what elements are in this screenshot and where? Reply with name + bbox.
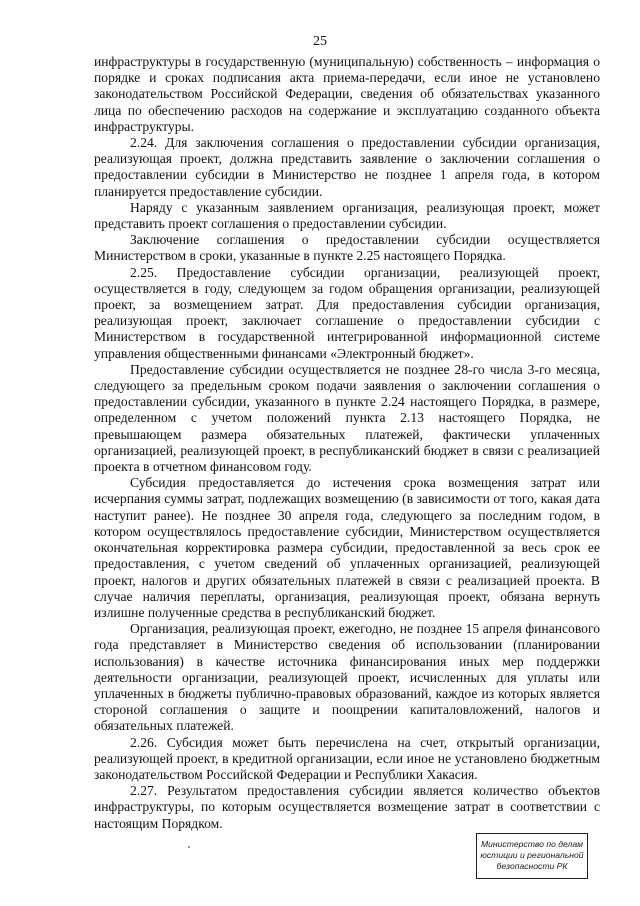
paragraph: 2.26. Субсидия может быть перечислена на счет, открытый организации, реализующей проект, в кредитной организации, если иное не установлено бюджетным законодательством Российской Федерации и Республики Хакасия.: [94, 734, 600, 782]
paragraph: Субсидия предоставляется до истечения срока возмещения затрат или исчерпания суммы затрат, подлежащих возмещению (в зависимости от того, какая дата наступит ранее). Не позднее 30 апреля года, следующего за последним годом, в котором осуществлялось предоставление субсидии, Министерством осуществляется окончательная корректировка размера субсидии, предоставленной за весь срок ее предоставления, с учетом сведений об уплаченных организацией, реализующей проект, налогов и других обязательных платежей в связи с реализацией проекта. В случае наличия переплаты, организация, реализующая проект, обязана вернуть излишне полученные средства в республиканский бюджет.: [94, 475, 600, 620]
paragraph: 2.24. Для заключения соглашения о предоставлении субсидии организация, реализующая проект, должна представить заявление о заключении соглашения о предоставлении субсидии в Министерство не позднее 1 апреля года, в котором планируется предоставление субсидии.: [94, 135, 600, 199]
paragraph: инфраструктуры в государственную (муниципальную) собственность – информация о порядке и сроках подписания акта приема-передачи, если иное не установлено законодательством Российской Федерации, сведения об обязательствах указанного лица по обеспечению расходов на содержание и эксплуатацию созданного объекта инфраструктуры.: [94, 54, 600, 134]
stamp-line-1: Министерство по делам: [480, 839, 584, 849]
document-body: [94, 54, 600, 832]
registration-stamp: [476, 833, 588, 879]
scan-speck: [188, 846, 190, 848]
paragraph: Заключение соглашения о предоставлении субсидии осуществляется Министерством в сроки, указанные в пункте 2.25 настоящего Порядка.: [94, 232, 600, 264]
paragraph: Предоставление субсидии осуществляется не позднее 28-го числа 3-го месяца, следующего за предельным сроком подачи заявления о заключении соглашения о предоставлении субсидии, указанного в пункте 2.24 настоящего Порядка, в размере, определенном с учетом положений пункта 2.13 настоящего Порядка, не превышающем размера обязательных платежей, фактически уплаченных организацией, реализующей проект, в республиканский бюджет в связи с реализацией проекта в отчетном финансовом году.: [94, 361, 600, 475]
paragraph: Организация, реализующая проект, ежегодно, не позднее 15 апреля финансового года представляет в Министерство сведения об использовании (планировании использования) в качестве источника финансирования иных мер поддержки деятельности организации, реализующей проект, исчисленных для уплаты или уплаченных в бюджеты публично-правовых образований, каждое из которых является стороной соглашения о защите и поощрении капиталовложений, налогов и обязательных платежей.: [94, 621, 600, 734]
paragraph: 2.25. Предоставление субсидии организации, реализующей проект, осуществляется в году, следующем за годом обращения организации, реализующей проект, за возмещением затрат. Для предоставления субсидии организация, реализующая проект, заключает соглашение о предоставлении субсидии с Министерством в государственной интегрированной информационной системе управления общественными финансами «Электронный бюджет».: [94, 264, 600, 361]
paragraph: 2.27. Результатом предоставления субсидии является количество объектов инфраструктуры, по которым осуществляется возмещение затрат в соответствии с настоящим Порядком.: [94, 783, 600, 831]
stamp-line-3: безопасности РК: [496, 861, 568, 871]
paragraph: Наряду с указанным заявлением организация, реализующая проект, может представить проект соглашения о предоставлении субсидии.: [94, 199, 600, 232]
stamp-line-2: юстиции и региональной: [480, 850, 584, 860]
page-number: 25: [313, 34, 327, 49]
